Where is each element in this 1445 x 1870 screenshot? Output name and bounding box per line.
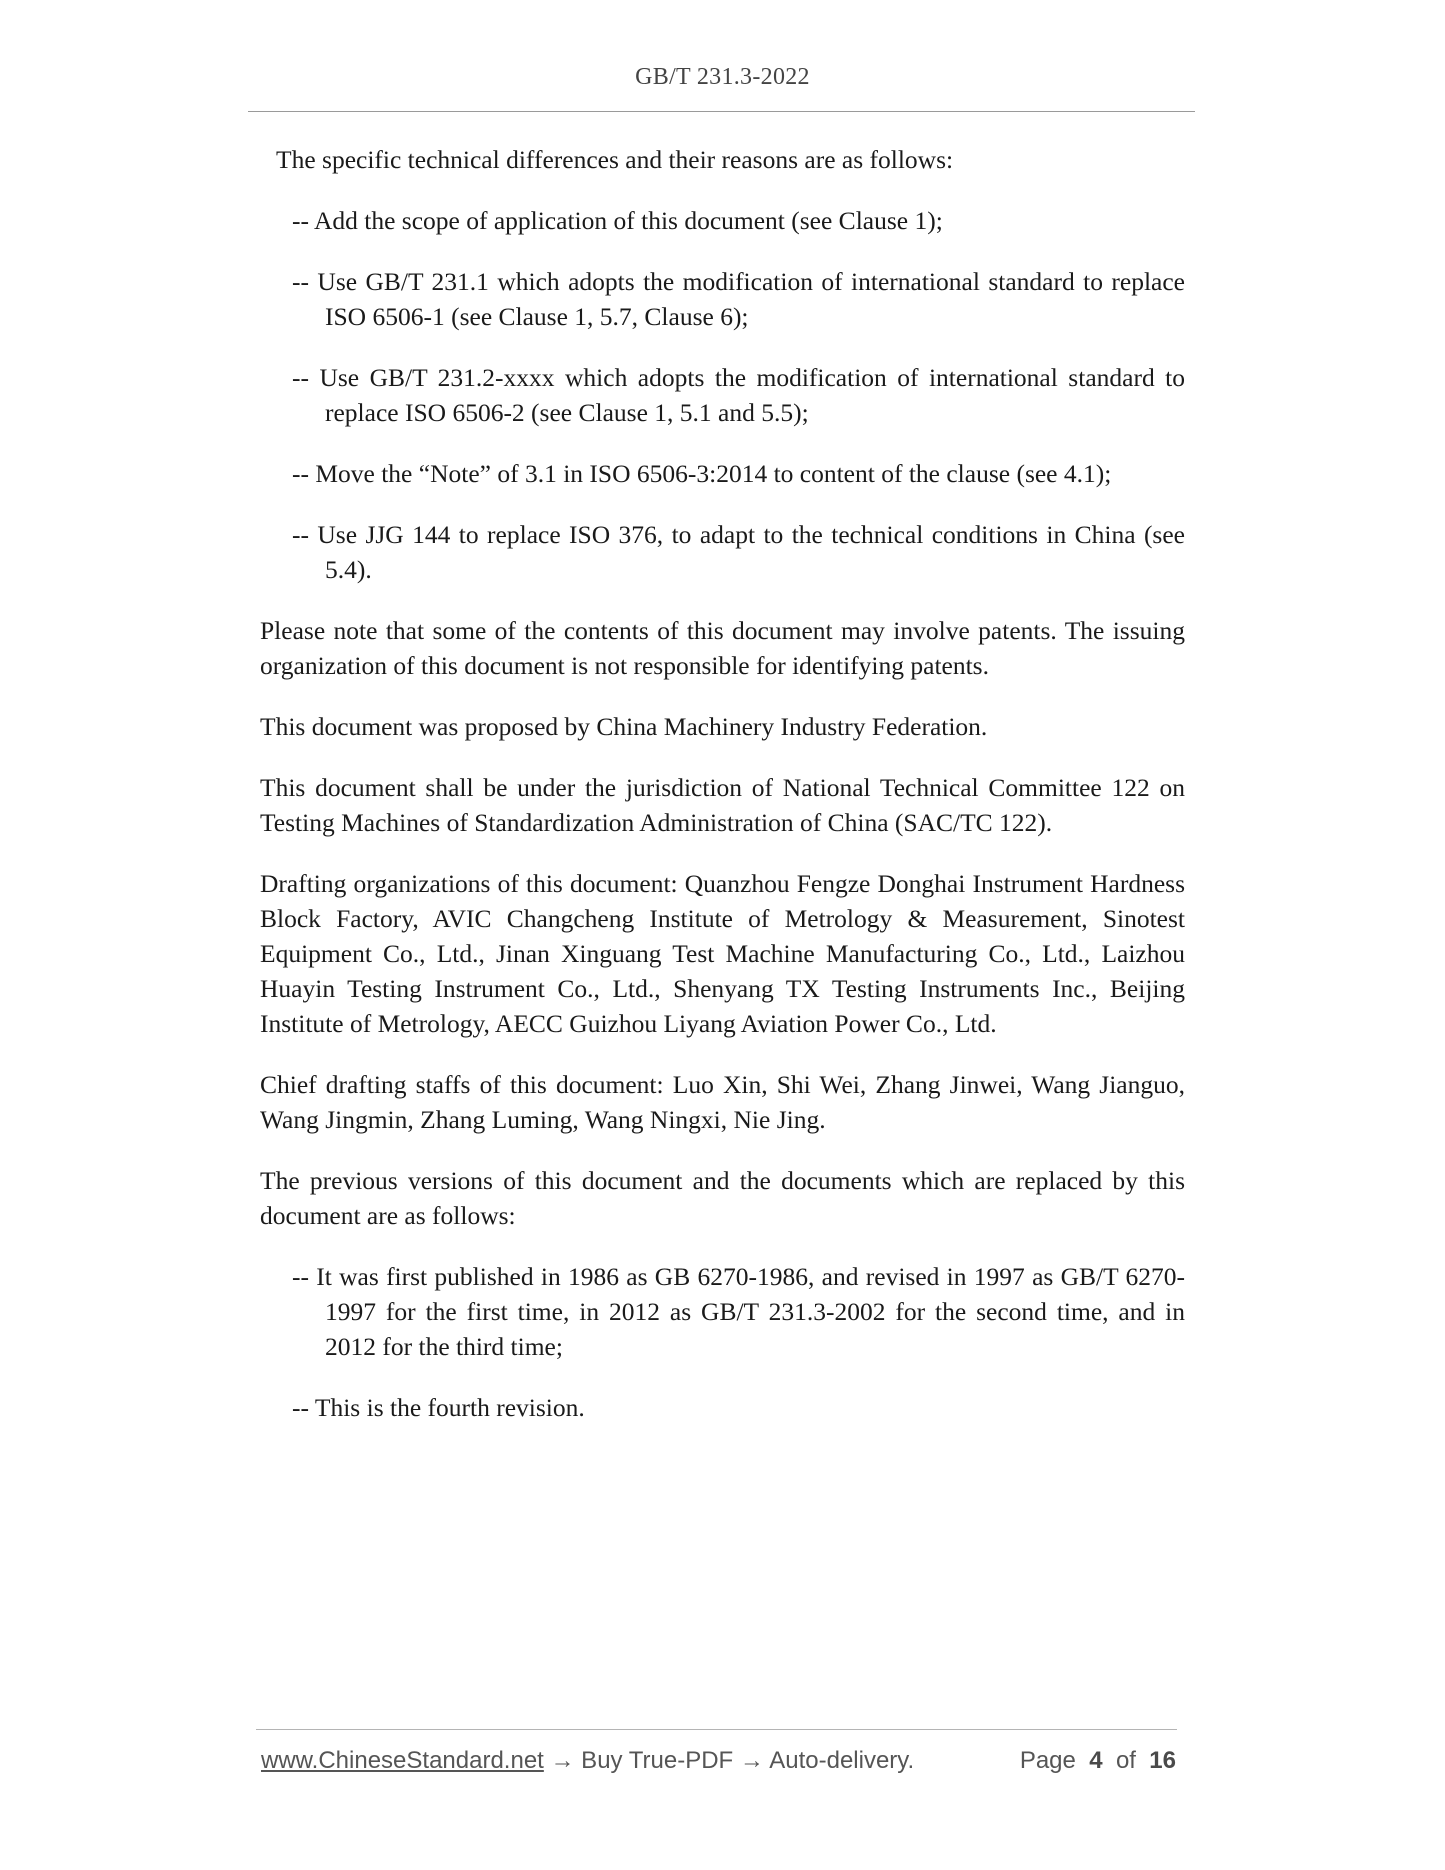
- footer-promo: [261, 1747, 914, 1775]
- drafting-staff: Chief drafting staffs of this document: Luo Xin, Shi Wei, Zhang Jinwei, Wang Jianguo, Wang Jingmin, Zhang Luming, Wang Ningxi, Nie Jing.: [260, 1070, 1185, 1134]
- proposed-by: This document was proposed by China Machinery Industry Federation.: [260, 712, 988, 741]
- page-label: Page: [1019, 1747, 1076, 1774]
- differences-intro: The specific technical differences and their reasons are as follows:: [276, 145, 954, 174]
- difference-item: -- Use JJG 144 to replace ISO 376, to adapt to the technical conditions in China (see 5.4).: [292, 520, 1185, 584]
- previous-version-item: -- It was first published in 1986 as GB 6270-1986, and revised in 1997 as GB/T 6270-1997 for the first time, in 2012 as GB/T 231.3-2002 for the second time, and in 2012 for the third time;: [292, 1262, 1185, 1361]
- difference-item: -- Use GB/T 231.1 which adopts the modification of international standard to replace ISO 6506-1 (see Clause 1, 5.7, Clause 6);: [292, 267, 1185, 331]
- page-of-label: of: [1115, 1747, 1136, 1774]
- difference-item: -- Add the scope of application of this document (see Clause 1);: [292, 206, 943, 235]
- footer-tagline: → Buy True-PDF → Auto-delivery.: [543, 1747, 915, 1774]
- current-page-number: 4: [1089, 1747, 1103, 1774]
- difference-item: -- Move the “Note” of 3.1 in ISO 6506-3:2014 to content of the clause (see 4.1);: [292, 459, 1112, 488]
- chinesestandard-link[interactable]: www.ChineseStandard.net: [261, 1747, 544, 1774]
- footer-divider: [256, 1729, 1177, 1730]
- patent-note: Please note that some of the contents of this document may involve patents. The issuing organization of this document is not responsible for identifying patents.: [260, 616, 1185, 680]
- difference-item: -- Use GB/T 231.2-xxxx which adopts the modification of international standard to replace ISO 6506-2 (see Clause 1, 5.1 and 5.5);: [292, 363, 1185, 427]
- page-footer: [261, 1747, 1176, 1779]
- page-counter: [1020, 1747, 1176, 1775]
- header-divider: [248, 111, 1195, 112]
- previous-version-item: -- This is the fourth revision.: [292, 1393, 585, 1422]
- total-pages-number: 16: [1149, 1747, 1176, 1774]
- document-body: [260, 142, 1185, 1451]
- drafting-organizations: Drafting organizations of this document: Quanzhou Fengze Donghai Instrument Hardness Block Factory, AVIC Changcheng Institute of Metrology & Measurement, Sinotest Equipment Co., Ltd., Jinan Xinguang Test Machine Manufacturing Co., Ltd., Laizhou Huayin Testing Instrument Co., Ltd., Shenyang TX Testing Instruments Inc., Beijing Institute of Metrology, AECC Guizhou Liyang Aviation Power Co., Ltd.: [260, 869, 1185, 1038]
- page-header: GB/T 231.3-2022: [635, 64, 810, 90]
- previous-versions-intro: The previous versions of this document and the documents which are replaced by this document are as follows:: [260, 1166, 1185, 1230]
- jurisdiction: This document shall be under the jurisdiction of National Technical Committee 122 on Testing Machines of Standardization Administration of China (SAC/TC 122).: [260, 773, 1185, 837]
